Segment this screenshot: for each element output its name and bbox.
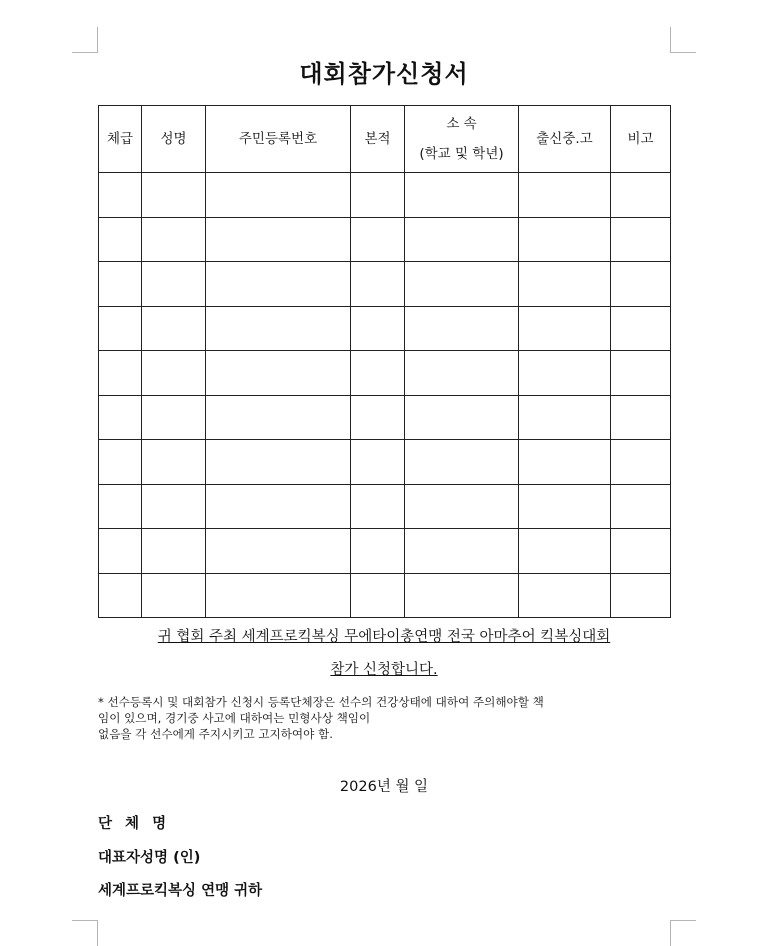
- table-cell[interactable]: [99, 395, 142, 440]
- header-name: 성명: [142, 106, 206, 173]
- header-weight-class: 체급: [99, 106, 142, 173]
- caution-note-line: 없음을 각 선수에게 주지시키고 고지하여야 함.: [98, 727, 333, 741]
- table-cell[interactable]: [519, 173, 611, 218]
- table-body: [99, 173, 671, 618]
- table-row: [99, 351, 671, 396]
- table-cell[interactable]: [611, 529, 671, 574]
- header-affiliation: [405, 106, 519, 173]
- caution-note-line: 임이 있으며, 경기중 사고에 대하여는 민형사상 책임이: [98, 711, 371, 725]
- table-header-row: [99, 106, 671, 173]
- application-date: 2026년 월 일: [339, 779, 429, 795]
- table-cell[interactable]: [206, 395, 351, 440]
- table-row: [99, 529, 671, 574]
- table-cell[interactable]: [99, 440, 142, 485]
- table-cell[interactable]: [519, 217, 611, 262]
- table-row: [99, 173, 671, 218]
- table-cell[interactable]: [142, 395, 206, 440]
- table-cell[interactable]: [405, 395, 519, 440]
- crop-mark: [670, 920, 671, 946]
- table-cell[interactable]: [611, 395, 671, 440]
- table-cell[interactable]: [611, 262, 671, 307]
- notice-line-1: 귀 협회 주최 세계프로킥복싱 무에타이총연맹 전국 아마추어 킥복싱대회: [157, 629, 611, 645]
- table-cell[interactable]: [142, 306, 206, 351]
- table-cell[interactable]: [99, 573, 142, 618]
- table-cell[interactable]: [99, 484, 142, 529]
- table-cell[interactable]: [351, 484, 405, 529]
- table-cell[interactable]: [99, 173, 142, 218]
- table-cell[interactable]: [519, 573, 611, 618]
- table-cell[interactable]: [405, 573, 519, 618]
- table-cell[interactable]: [351, 306, 405, 351]
- table-cell[interactable]: [206, 262, 351, 307]
- table-row: [99, 217, 671, 262]
- header-alma-mater: 출신중.고: [519, 106, 611, 173]
- table-cell[interactable]: [611, 351, 671, 396]
- table-cell[interactable]: [142, 440, 206, 485]
- table-cell[interactable]: [519, 262, 611, 307]
- table-cell[interactable]: [142, 351, 206, 396]
- header-remarks: 비고: [611, 106, 671, 173]
- table-cell[interactable]: [206, 529, 351, 574]
- crop-mark: [72, 52, 98, 53]
- table-cell[interactable]: [206, 351, 351, 396]
- table-cell[interactable]: [405, 306, 519, 351]
- table-cell[interactable]: [142, 262, 206, 307]
- table-cell[interactable]: [142, 217, 206, 262]
- organization-name-label: 단 체 명: [98, 816, 171, 832]
- addressee-label: 세계프로킥복싱 연맹 귀하: [98, 883, 263, 899]
- table-cell[interactable]: [206, 440, 351, 485]
- table-cell[interactable]: [142, 529, 206, 574]
- table-cell[interactable]: [99, 217, 142, 262]
- table-cell[interactable]: [405, 484, 519, 529]
- table-cell[interactable]: [206, 573, 351, 618]
- table-cell[interactable]: [99, 262, 142, 307]
- table-cell[interactable]: [611, 173, 671, 218]
- header-affiliation-label: 소 속: [446, 116, 477, 132]
- table-cell[interactable]: [206, 173, 351, 218]
- table-row: [99, 306, 671, 351]
- table-cell[interactable]: [519, 440, 611, 485]
- table-cell[interactable]: [519, 484, 611, 529]
- table-cell[interactable]: [611, 484, 671, 529]
- table-cell[interactable]: [142, 573, 206, 618]
- notice-line-2: 참가 신청합니다.: [330, 662, 438, 678]
- table-cell[interactable]: [611, 440, 671, 485]
- caution-note-line: * 선수등록시 및 대회참가 신청시 등록단체장은 선수의 건강상태에 대하여 주의해야할 책: [98, 695, 544, 709]
- header-domicile: 본적: [351, 106, 405, 173]
- crop-mark: [670, 52, 696, 53]
- table-cell[interactable]: [99, 529, 142, 574]
- crop-mark: [670, 27, 671, 53]
- table-cell[interactable]: [351, 395, 405, 440]
- table-cell[interactable]: [99, 351, 142, 396]
- table-cell[interactable]: [351, 173, 405, 218]
- header-resident-number: 주민등록번호: [206, 106, 351, 173]
- crop-mark: [670, 920, 696, 921]
- crop-mark: [72, 920, 98, 921]
- table-cell[interactable]: [405, 529, 519, 574]
- table-cell[interactable]: [405, 440, 519, 485]
- table-row: [99, 395, 671, 440]
- table-cell[interactable]: [351, 217, 405, 262]
- table-cell[interactable]: [206, 306, 351, 351]
- table-cell[interactable]: [206, 217, 351, 262]
- table-cell[interactable]: [351, 351, 405, 396]
- table-cell[interactable]: [611, 573, 671, 618]
- table-row: [99, 484, 671, 529]
- table-cell[interactable]: [611, 217, 671, 262]
- table-cell[interactable]: [519, 306, 611, 351]
- table-cell[interactable]: [351, 573, 405, 618]
- table-cell[interactable]: [519, 529, 611, 574]
- table-cell[interactable]: [405, 217, 519, 262]
- caution-note: [98, 694, 673, 742]
- table-row: [99, 262, 671, 307]
- header-affiliation-sub: (학교 및 학년): [419, 146, 504, 162]
- table-cell[interactable]: [142, 484, 206, 529]
- table-cell[interactable]: [206, 484, 351, 529]
- table-cell[interactable]: [99, 306, 142, 351]
- document-title: 대회참가신청서: [299, 60, 469, 88]
- representative-name-label: 대표자성명 (인): [98, 850, 201, 866]
- crop-mark: [97, 920, 98, 946]
- table-cell[interactable]: [405, 351, 519, 396]
- table-cell[interactable]: [351, 440, 405, 485]
- table-cell[interactable]: [405, 262, 519, 307]
- table-cell[interactable]: [351, 529, 405, 574]
- table-row: [99, 440, 671, 485]
- table-row: [99, 573, 671, 618]
- application-table: [98, 105, 671, 618]
- table-cell[interactable]: [519, 395, 611, 440]
- table-cell[interactable]: [351, 262, 405, 307]
- table-cell[interactable]: [142, 173, 206, 218]
- crop-mark: [97, 27, 98, 53]
- table-cell[interactable]: [611, 306, 671, 351]
- table-cell[interactable]: [519, 351, 611, 396]
- table-cell[interactable]: [405, 173, 519, 218]
